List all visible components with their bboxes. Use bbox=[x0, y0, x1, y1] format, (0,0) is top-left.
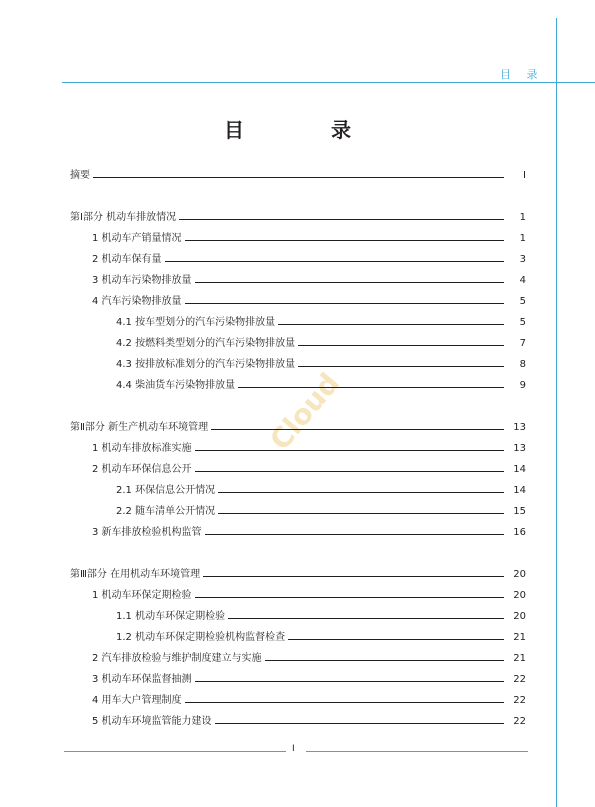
toc-entry-page: 1 bbox=[519, 212, 526, 223]
toc-entry-title: 2.2 随车清单公开情况 bbox=[116, 506, 216, 517]
toc-entry-page: 9 bbox=[519, 380, 526, 391]
toc-leader-line bbox=[165, 261, 504, 262]
footer-rule-right bbox=[306, 751, 528, 752]
toc-entry-title: 2 汽车排放检验与维护制度建立与实施 bbox=[92, 653, 262, 664]
toc-entry-title: 1 机动车排放标准实施 bbox=[92, 443, 192, 454]
toc-leader-line bbox=[298, 366, 504, 367]
toc-leader-line bbox=[215, 723, 504, 724]
toc-entry-title: 3 机动车污染物排放量 bbox=[92, 275, 192, 286]
toc-leader-line bbox=[203, 576, 504, 577]
toc-leader-line bbox=[195, 681, 504, 682]
toc-leader-line bbox=[195, 282, 504, 283]
toc-entry-page: 15 bbox=[513, 506, 526, 517]
toc-entry-page: 8 bbox=[519, 359, 526, 370]
toc-leader-line bbox=[205, 534, 504, 535]
running-header: 目 录 bbox=[500, 68, 544, 81]
toc-entry[interactable] bbox=[70, 518, 526, 539]
toc-leader-line bbox=[93, 177, 504, 178]
toc-entry-title: 2.1 环保信息公开情况 bbox=[116, 485, 216, 496]
toc-entry[interactable] bbox=[70, 434, 526, 455]
toc-entry[interactable] bbox=[70, 623, 526, 644]
toc-entry-title: 4.4 柴油货车污染物排放量 bbox=[116, 380, 236, 391]
toc-leader-line bbox=[238, 387, 504, 388]
toc-entry-page: 7 bbox=[519, 338, 526, 349]
toc-entry[interactable] bbox=[70, 371, 526, 392]
toc-entry[interactable] bbox=[70, 665, 526, 686]
toc-entry-page: 21 bbox=[513, 653, 526, 664]
toc-entry[interactable] bbox=[70, 644, 526, 665]
toc-leader-line bbox=[179, 219, 504, 220]
toc-entry-title: 5 机动车环境监管能力建设 bbox=[92, 716, 212, 727]
toc-entry-page: 5 bbox=[519, 296, 526, 307]
toc-leader-line bbox=[185, 303, 504, 304]
toc-entry[interactable] bbox=[70, 329, 526, 350]
toc-leader-line bbox=[185, 702, 504, 703]
toc-entry[interactable] bbox=[70, 203, 526, 224]
toc-leader-line bbox=[265, 660, 504, 661]
toc-entry-page: 5 bbox=[519, 317, 526, 328]
toc-entry-title: 3 新车排放检验机构监管 bbox=[92, 527, 202, 538]
toc-entry-page: I bbox=[523, 170, 526, 181]
toc-entry-page: 4 bbox=[519, 275, 526, 286]
toc-entry-page: 16 bbox=[513, 527, 526, 538]
toc-entry-page: 13 bbox=[513, 443, 526, 454]
toc-leader-line bbox=[211, 429, 504, 430]
toc-entry-title: 4 用车大户管理制度 bbox=[92, 695, 182, 706]
toc-entry[interactable] bbox=[70, 476, 526, 497]
toc-entry-page: 22 bbox=[513, 674, 526, 685]
toc-entry-page: 1 bbox=[519, 233, 526, 244]
toc-entry-title: 摘要 bbox=[70, 170, 90, 181]
toc-leader-line bbox=[298, 345, 504, 346]
toc-entry-page: 22 bbox=[513, 695, 526, 706]
toc-entry-title: 2 机动车环保信息公开 bbox=[92, 464, 192, 475]
toc-entry[interactable] bbox=[70, 581, 526, 602]
toc-entry-title: 3 机动车环保监督抽测 bbox=[92, 674, 192, 685]
toc-leader-line bbox=[218, 492, 504, 493]
toc-entry[interactable] bbox=[70, 308, 526, 329]
toc-entry[interactable] bbox=[70, 686, 526, 707]
toc-entry-title: 1.2 机动车环保定期检验机构监督检查 bbox=[116, 632, 286, 643]
toc-entry-title: 4.1 按车型划分的汽车污染物排放量 bbox=[116, 317, 276, 328]
toc-entry-title: 4.3 按排放标准划分的汽车污染物排放量 bbox=[116, 359, 296, 370]
toc-entry[interactable] bbox=[70, 350, 526, 371]
toc-entry-page: 20 bbox=[513, 569, 526, 580]
toc-entry-page: 14 bbox=[513, 485, 526, 496]
section-gap bbox=[70, 539, 526, 560]
toc-entry[interactable] bbox=[70, 455, 526, 476]
toc-leader-line bbox=[228, 618, 504, 619]
toc-entry-title: 第Ⅲ部分 在用机动车环境管理 bbox=[70, 569, 201, 580]
toc-leader-line bbox=[195, 471, 504, 472]
toc-leader-line bbox=[185, 240, 504, 241]
toc-leader-line bbox=[278, 324, 504, 325]
toc-entry-page: 21 bbox=[513, 632, 526, 643]
toc-leader-line bbox=[288, 639, 504, 640]
footer-page-number: I bbox=[292, 744, 295, 754]
toc-entry[interactable] bbox=[70, 602, 526, 623]
toc-entry[interactable] bbox=[70, 707, 526, 728]
toc-entry-title: 1 机动车产销量情况 bbox=[92, 233, 182, 244]
toc-entry-page: 20 bbox=[513, 611, 526, 622]
toc-entry[interactable] bbox=[70, 413, 526, 434]
toc-entry-page: 13 bbox=[513, 422, 526, 433]
toc-entry-page: 3 bbox=[519, 254, 526, 265]
toc-entry-page: 20 bbox=[513, 590, 526, 601]
toc-entry-title: 第Ⅱ部分 新生产机动车环境管理 bbox=[70, 422, 209, 433]
toc-entry[interactable] bbox=[70, 224, 526, 245]
table-of-contents bbox=[70, 161, 526, 728]
toc-leader-line bbox=[218, 513, 504, 514]
footer-rule-left bbox=[64, 751, 286, 752]
toc-leader-line bbox=[195, 450, 504, 451]
toc-entry-page: 22 bbox=[513, 716, 526, 727]
page-title: 目 录 bbox=[224, 118, 391, 142]
toc-leader-line bbox=[195, 597, 504, 598]
toc-entry[interactable] bbox=[70, 245, 526, 266]
watermark: Cloud bbox=[263, 366, 347, 457]
toc-entry-title: 4 汽车污染物排放量 bbox=[92, 296, 182, 307]
toc-entry[interactable] bbox=[70, 266, 526, 287]
toc-entry-page: 14 bbox=[513, 464, 526, 475]
toc-entry-title: 第Ⅰ部分 机动车排放情况 bbox=[70, 212, 177, 223]
section-gap bbox=[70, 182, 526, 203]
toc-entry-title: 4.2 按燃料类型划分的汽车污染物排放量 bbox=[116, 338, 296, 349]
toc-entry[interactable] bbox=[70, 287, 526, 308]
toc-entry-title: 2 机动车保有量 bbox=[92, 254, 162, 265]
toc-entry-title: 1 机动车环保定期检验 bbox=[92, 590, 192, 601]
toc-entry-title: 1.1 机动车环保定期检验 bbox=[116, 611, 226, 622]
toc-entry[interactable] bbox=[70, 560, 526, 581]
header-rule bbox=[62, 82, 595, 83]
toc-entry[interactable] bbox=[70, 497, 526, 518]
section-gap bbox=[70, 392, 526, 413]
toc-entry[interactable] bbox=[70, 161, 526, 182]
